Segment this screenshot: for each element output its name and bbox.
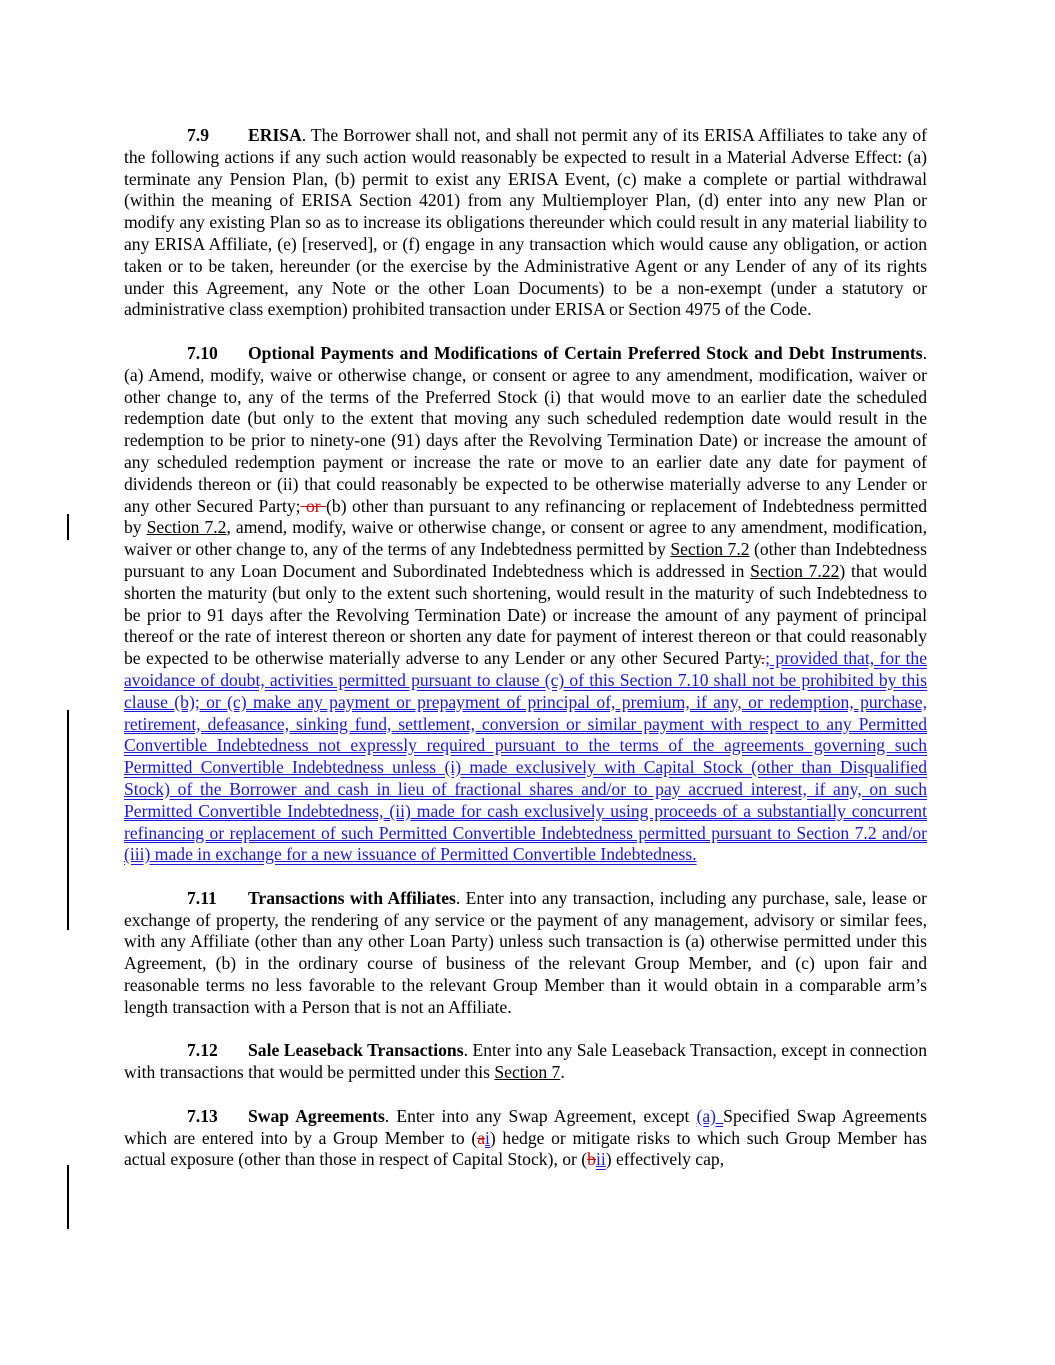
section-text: Specified Swap Agreements which are entered into by a Group Member to ( <box>124 1105 927 1148</box>
section-reference: Section 7.22 <box>750 560 840 581</box>
section-text: . The Borrower shall not, and shall not permit any of its ERISA Affiliates to take any of the following actions if any such action would reasonably be expected to result in a Material Adverse Effect: (a) terminate any Pension Plan, (b) permit to exist any ERISA Event, (c) make a complete or partial withdrawal (within the meaning of ERISA Section 4201) from any Multiemployer Plan, (d) enter into any new Plan or modify any existing Plan so as to increase its obligations thereunder which could result in any material liability to any ERISA Affiliate, (e) [reserved], or (f) engage in any transaction which would cause any obligation, or action taken or to be taken, hereunder (or the exercise by the Administrative Agent or any Lender of any of its rights under this Agreement, any Note or the other Loan Documents) to be a non-exempt (under a statutory or administrative class exemption) prohibited transaction under ERISA or Section 4975 of the Code. <box>124 125 927 320</box>
section-number: 7.13 <box>187 1105 218 1126</box>
section-text: . <box>560 1062 565 1083</box>
section-title: Optional Payments and Modifications of Certain Preferred Stock and Debt Instruments <box>248 342 923 363</box>
inserted-text: ; provided that, for the avoidance of doubt, activities permitted pursuant to clause (c) of this Section 7.10 shall not be prohibited by this clause (b); or (c) make any payment or prepayment of principal of, premium, if any, or redemption, purchase, retirement, defeasance, sinking fund, settlement, conversion or similar payment with respect to any Permitted Convertible Indebtedness not expressly required pursuant to the terms of the agreements governing such Permitted Convertible Indebtedness unless (i) made exclusively with Capital Stock (other than Disqualified Stock) of the Borrower and cash in lieu of fractional shares and/or to pay accrued interest, if any, on such Permitted Convertible Indebtedness, (ii) made for cash exclusively using proceeds of a substantially concurrent refinancing or replacement of such Permitted Convertible Indebtedness permitted pursuant to Section 7.2 and/or (iii) made in exchange for a new issuance of Permitted Convertible Indebtedness. <box>124 648 927 865</box>
section-reference: Section 7 <box>494 1062 561 1083</box>
section-text: , amend, modify, waive or otherwise change, or consent or agree to any amendment, modification, waiver or other change to, any of the terms of any Indebtedness permitted by <box>124 517 927 560</box>
section-title: Swap Agreements <box>248 1105 385 1126</box>
section-text: ) hedge or mitigate risks to which such Group Member has actual exposure (other than those in respect of Capital Stock), or ( <box>124 1127 927 1170</box>
inserted-text: (a) <box>696 1105 724 1126</box>
section-number: 7.12 <box>187 1040 218 1061</box>
section-7-13 <box>124 1106 927 1171</box>
section-text: ) that would shorten the maturity (but only to the extent such shortening, would result in the maturity of such Indebtedness to be prior to 91 days after the Revolving Termination Date) or increase the amount of any payment of principal thereof or the rate of interest thereon or shorten any date for payment of interest thereon or that could reasonably be expected to be otherwise materially adverse to any Lender or any other Secured Party <box>124 560 927 669</box>
change-bar <box>67 514 69 540</box>
section-7-9 <box>124 125 927 321</box>
section-text: . (a) Amend, modify, waive or otherwise change, or consent or agree to any amendment, modification, waiver or other change to, any of the terms of the Preferred Stock (i) that would move to an earlier date the scheduled redemption date (but only to the extent that moving any such scheduled redemption date would result in the redemption to be prior to ninety-one (91) days after the Revolving Termination Date) or increase the amount of any scheduled redemption payment or increase the rate or move to an earlier date any date for payment of dividends thereon or (ii) that could reasonably be expected to be otherwise materially adverse to any Lender or any other Secured Party; <box>124 342 927 516</box>
section-number: 7.9 <box>187 125 209 145</box>
change-bar <box>67 1165 69 1229</box>
section-title: Transactions with Affiliates <box>248 887 456 908</box>
section-text: . Enter into any Swap Agreement, except <box>384 1105 697 1126</box>
section-text: ) effectively cap, <box>605 1149 725 1170</box>
change-bar <box>67 710 69 930</box>
inserted-text: i <box>485 1127 490 1148</box>
section-reference: Section 7.2 <box>670 539 750 560</box>
deleted-text: or <box>300 495 327 516</box>
section-number: 7.11 <box>187 887 217 908</box>
document-page <box>124 125 927 1193</box>
section-text: (other than Indebtedness pursuant to any Loan Document and Subordinated Indebtedness which is addressed in <box>124 539 928 581</box>
section-7-12 <box>124 1040 927 1084</box>
deleted-text: a <box>477 1127 485 1148</box>
deleted-text: b <box>587 1149 596 1170</box>
section-7-10 <box>124 343 927 866</box>
section-7-11 <box>124 888 927 1019</box>
section-reference: Section 7.2 <box>146 517 227 538</box>
deleted-text: . <box>760 648 766 669</box>
section-title: Sale Leaseback Transactions <box>248 1040 464 1061</box>
section-number: 7.10 <box>187 342 218 363</box>
section-text: (b) other than pursuant to any refinancing or replacement of Indebtedness permitted by <box>124 495 928 538</box>
section-text: . Enter into any Sale Leaseback Transaction, except in connection with transactions that would be permitted under this <box>124 1040 927 1083</box>
section-text: . Enter into any transaction, including any purchase, sale, lease or exchange of property, the rendering of any service or the payment of any management, advisory or similar fees, with any Affiliate (other than any other Loan Party) unless such transaction is (a) otherwise permitted under this Agreement, (b) in the ordinary course of business of the relevant Group Member, and (c) upon fair and reasonable terms no less favorable to the relevant Group Member than it would obtain in a comparable arm’s length transaction with a Person that is not an Affiliate. <box>124 887 927 1017</box>
section-title: ERISA <box>248 125 302 145</box>
inserted-text: ii <box>595 1149 606 1170</box>
